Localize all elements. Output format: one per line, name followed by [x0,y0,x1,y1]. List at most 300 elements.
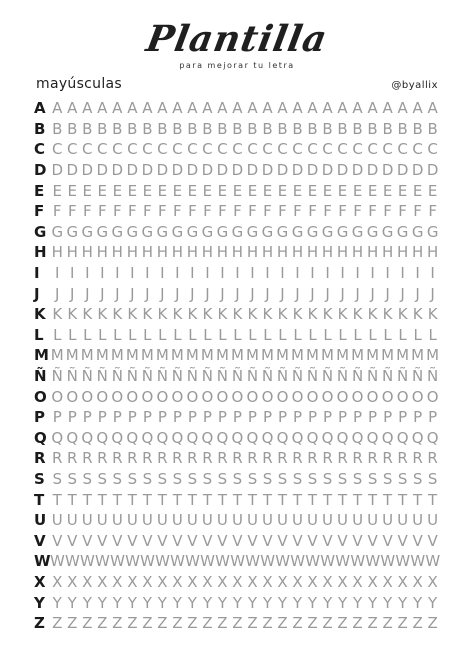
tracing-letter: F [173,202,182,221]
tracing-letter: G [51,222,64,241]
tracing-letter: W [365,552,381,571]
tracing-letter: L [83,325,92,344]
tracing-letter: I [325,264,330,283]
tracing-letter: E [97,181,108,200]
row-lead-letter: P [34,408,45,427]
tracing-letter: T [277,490,288,509]
tracing-letter: F [67,202,77,221]
tracing-letter: M [411,346,425,365]
tracing-letter: C [157,140,168,159]
tracing-letter: P [172,408,182,427]
tracing-letter: V [277,531,288,550]
tracing-letter: K [127,305,138,324]
tracing-letter: F [203,202,212,221]
tracing-letter: D [111,161,124,180]
tracing-letter: M [170,346,184,365]
tracing-letter: P [428,408,438,427]
tracing-letter: E [232,181,243,200]
tracing-letter: K [172,305,183,324]
tracing-letter: S [322,469,333,488]
tracing-letter: T [337,490,348,509]
tracing-letter: L [413,325,422,344]
tracing-letter: U [276,511,288,530]
tracing-letter: G [126,222,139,241]
tracing-letter: B [187,119,198,138]
tracing-letter: X [337,572,348,591]
tracing-letter: F [263,202,272,221]
tracing-letter: T [413,490,423,509]
tracing-letter: M [276,346,289,365]
tracing-letter: P [338,408,348,427]
tracing-letter: V [307,531,318,550]
tracing-letter: H [306,243,319,262]
tracing-letter: T [352,490,363,509]
tracing-letter: X [427,572,438,591]
tracing-letter: F [52,202,62,221]
tracing-letter: X [307,572,318,591]
tracing-letter: M [125,346,139,365]
tracing-letter: W [170,552,185,571]
tracing-letter: A [277,99,288,118]
tracing-letter: P [232,408,242,427]
tracing-letter: M [291,346,304,365]
tracing-letter: U [81,511,93,530]
tracing-letter: Z [82,614,93,633]
tracing-letter: H [81,243,93,262]
tracing-letter: F [158,202,167,221]
tracing-letter: K [397,305,408,324]
row-repetitions [50,573,440,591]
tracing-letter: P [187,408,197,427]
tracing-letter: E [82,181,93,200]
tracing-letter: C [172,140,183,159]
tracing-letter: Q [96,428,109,447]
tracing-letter: Q [246,428,259,447]
tracing-letter: T [52,490,62,509]
tracing-letter: Z [307,614,318,633]
tracing-letter: J [205,284,210,303]
tracing-letter: H [381,243,394,262]
tracing-letter: A [172,99,183,118]
tracing-letter: Y [307,593,318,612]
tracing-letter: C [127,140,138,159]
practice-row [34,201,440,222]
tracing-letter: S [382,469,393,488]
row-lead-letter: M [34,346,49,365]
tracing-letter: T [383,490,393,509]
tracing-letter: M [230,346,244,365]
tracing-letter: U [156,511,168,530]
tracing-letter: S [307,469,318,488]
tracing-letter: E [112,181,123,200]
tracing-letter: X [412,572,423,591]
tracing-letter: E [127,181,138,200]
tracing-letter: S [142,469,153,488]
tracing-letter: F [353,202,362,221]
tracing-letter: Y [247,593,258,612]
tracing-letter: P [247,408,257,427]
tracing-letter: O [51,387,64,406]
tracing-letter: K [292,305,303,324]
tracing-letter: W [95,552,110,571]
tracing-letter: T [398,490,408,509]
tracing-letter: B [382,119,393,138]
tracing-letter: T [157,490,167,509]
tracing-letter: B [52,119,63,138]
tracing-letter: Q [411,428,424,447]
tracing-letter: V [397,531,408,550]
tracing-letter: W [65,552,80,571]
tracing-letter: L [203,325,212,344]
tracing-letter: W [140,552,155,571]
tracing-letter: C [97,140,108,159]
tracing-letter: E [367,181,378,200]
tracing-letter: X [157,572,168,591]
tracing-letter: O [201,387,214,406]
tracing-letter: D [351,161,364,180]
tracing-letter: Ñ [111,367,123,386]
tracing-letter: J [400,284,405,303]
tracing-letter: K [97,305,108,324]
practice-row [34,469,440,490]
practice-row [34,263,440,284]
tracing-letter: V [97,531,108,550]
tracing-letter: Q [381,428,394,447]
tracing-letter: O [186,387,199,406]
tracing-letter: F [308,202,317,221]
tracing-letter: D [336,161,349,180]
tracing-letter: Z [127,614,138,633]
tracing-letter: E [412,181,423,200]
tracing-letter: U [186,511,198,530]
row-repetitions [50,408,440,426]
tracing-letter: J [415,284,420,303]
tracing-letter: M [200,346,214,365]
tracing-letter: C [232,140,243,159]
tracing-letter: U [292,511,303,530]
tracing-letter: I [385,264,390,283]
tracing-letter: S [112,469,123,488]
tracing-letter: R [367,449,378,468]
tracing-letter: Y [67,593,77,612]
tracing-letter: P [157,408,167,427]
tracing-letter: H [51,243,63,262]
tracing-letter: Q [321,428,334,447]
tracing-letter: Ñ [96,367,108,386]
tracing-letter: C [142,140,153,159]
tracing-letter: F [398,202,407,221]
tracing-letter: Z [322,614,333,633]
tracing-letter: S [217,469,228,488]
tracing-letter: D [231,161,244,180]
row-lead-letter: U [34,511,47,530]
tracing-letter: G [426,222,439,241]
tracing-letter: D [246,161,259,180]
tracing-letter: M [95,346,109,365]
tracing-letter: D [426,161,439,180]
tracing-letter: I [130,264,135,283]
practice-row [34,222,440,243]
tracing-letter: Ñ [351,367,364,386]
tracing-letter: J [355,284,360,303]
tracing-letter: C [277,140,288,159]
tracing-letter: Y [277,593,288,612]
tracing-letter: G [306,222,319,241]
tracing-letter: B [412,119,423,138]
row-repetitions [50,532,440,550]
tracing-letter: F [428,202,437,221]
tracing-letter: P [217,408,227,427]
tracing-letter: I [190,264,195,283]
tracing-letter: W [245,552,261,571]
tracing-letter: Z [52,614,63,633]
tracing-letter: Y [398,593,408,612]
tracing-letter: W [335,552,351,571]
tracing-letter: O [291,387,304,406]
row-lead-letter: A [34,99,46,118]
tracing-letter: S [97,469,108,488]
tracing-letter: X [352,572,363,591]
tracing-letter: R [157,449,168,468]
tracing-letter: Y [352,593,363,612]
tracing-letter: M [50,346,64,365]
tracing-letter: Q [126,428,139,447]
row-repetitions [50,140,440,158]
tracing-letter: R [52,449,63,468]
tracing-letter: W [425,552,441,571]
tracing-letter: T [428,490,438,509]
tracing-letter: Y [428,593,438,612]
tracing-letter: L [98,325,107,344]
tracing-letter: Z [172,614,183,633]
tracing-letter: R [277,449,288,468]
tracing-letter: U [307,511,318,530]
tracing-letter: A [307,99,318,118]
tracing-letter: I [280,264,285,283]
tracing-letter: Q [111,428,124,447]
tracing-letter: R [337,449,348,468]
tracing-letter: X [112,572,123,591]
tracing-letter: B [217,119,228,138]
tracing-letter: A [112,99,123,118]
tracing-letter: B [127,119,138,138]
tracing-letter: M [336,346,350,365]
tracing-letter: L [128,325,137,344]
tracing-letter: S [67,469,78,488]
tracing-letter: U [141,511,153,530]
tracing-letter: F [128,202,137,221]
tracing-letter: Ñ [126,367,138,386]
tracing-letter: L [263,325,272,344]
tracing-letter: P [67,408,77,427]
tracing-letter: T [67,490,77,509]
tracing-letter: O [156,387,169,406]
tracing-letter: Y [127,593,137,612]
tracing-letter: M [65,346,79,365]
tracing-letter: J [385,284,390,303]
practice-row [34,489,440,510]
tracing-letter: P [52,408,62,427]
tracing-letter: R [262,449,273,468]
tracing-letter: C [82,140,93,159]
tracing-letter: H [231,243,244,262]
tracing-letter: M [140,346,154,365]
tracing-letter: R [67,449,78,468]
tracing-letter: T [202,490,212,509]
tracing-letter: Ñ [276,367,289,386]
tracing-letter: Z [367,614,378,633]
tracing-letter: J [130,284,135,303]
tracing-letter: U [397,511,409,530]
tracing-letter: O [126,387,139,406]
tracing-letter: S [202,469,213,488]
practice-row [34,160,440,181]
row-lead-letter: O [34,387,47,406]
row-lead-letter: K [34,305,46,324]
tracing-letter: B [292,119,303,138]
tracing-letter: Y [337,593,348,612]
tracing-letter: M [321,346,334,365]
tracing-letter: G [381,222,394,241]
tracing-letter: Q [171,428,184,447]
tracing-letter: X [322,572,333,591]
tracing-letter: I [340,264,345,283]
tracing-letter: O [216,387,229,406]
tracing-letter: A [202,99,213,118]
tracing-letter: G [216,222,229,241]
tracing-letter: A [322,99,333,118]
tracing-letter: E [337,181,348,200]
tracing-letter: S [262,469,273,488]
row-repetitions [50,305,440,323]
practice-row [34,386,440,407]
tracing-letter: Ñ [81,367,93,386]
tracing-letter: J [190,284,195,303]
tracing-letter: Z [397,614,408,633]
tracing-letter: W [185,552,200,571]
tracing-letter: V [172,531,183,550]
tracing-letter: W [50,552,65,571]
tracing-letter: L [428,325,437,344]
tracing-letter: W [290,552,306,571]
tracing-letter: D [66,161,79,180]
tracing-letter: I [160,264,165,283]
tracing-letter: J [175,284,180,303]
tracing-letter: R [127,449,138,468]
tracing-letter: E [397,181,408,200]
row-repetitions [50,449,440,467]
tracing-letter: Y [367,593,378,612]
practice-row [34,572,440,593]
tracing-letter: D [366,161,379,180]
tracing-letter: S [412,469,423,488]
tracing-letter: E [247,181,258,200]
tracing-letter: D [291,161,304,180]
practice-row [34,592,440,613]
tracing-letter: I [415,264,420,283]
practice-row [34,530,440,551]
tracing-letter: W [275,552,291,571]
tracing-letter: O [276,387,289,406]
tracing-letter: K [247,305,258,324]
tracing-letter: Q [306,428,319,447]
tracing-letter: S [367,469,378,488]
row-repetitions [50,346,440,364]
tracing-letter: J [145,284,150,303]
tracing-letter: K [277,305,288,324]
tracing-letter: U [246,511,258,530]
row-lead-letter: X [34,572,46,591]
tracing-letter: A [382,99,393,118]
tracing-letter: A [247,99,258,118]
tracing-letter: W [215,552,231,571]
tracing-letter: H [141,243,153,262]
tracing-letter: H [171,243,184,262]
tracing-letter: Q [216,428,229,447]
tracing-letter: G [366,222,379,241]
tracing-letter: E [142,181,153,200]
tracing-letter: I [370,264,375,283]
tracing-letter: X [82,572,93,591]
tracing-letter: T [172,490,182,509]
tracing-letter: K [337,305,348,324]
row-lead-letter: D [34,161,47,180]
tracing-letter: W [380,552,396,571]
tracing-letter: Q [81,428,94,447]
tracing-letter: F [233,202,242,221]
tracing-letter: Ñ [171,367,183,386]
tracing-letter: V [127,531,138,550]
tracing-letter: B [397,119,408,138]
row-repetitions [50,552,440,570]
tracing-letter: M [215,346,229,365]
tracing-letter: G [336,222,349,241]
tracing-letter: F [413,202,422,221]
tracing-letter: J [265,284,270,303]
tracing-letter: T [307,490,318,509]
tracing-letter: R [412,449,423,468]
tracing-letter: Y [413,593,423,612]
tracing-letter: Y [292,593,303,612]
tracing-letter: E [322,181,333,200]
tracing-letter: H [411,243,424,262]
tracing-letter: A [97,99,108,118]
tracing-letter: H [291,243,304,262]
tracing-letter: C [382,140,393,159]
tracing-letter: A [142,99,153,118]
tracing-letter: X [67,572,78,591]
tracing-letter: C [337,140,348,159]
tracing-letter: T [127,490,137,509]
tracing-letter: Q [291,428,304,447]
tracing-letter: S [337,469,348,488]
tracing-letter: V [157,531,168,550]
tracing-letter: G [291,222,304,241]
tracing-letter: I [115,264,120,283]
tracing-letter: C [112,140,123,159]
tracing-letter: K [202,305,213,324]
tracing-letter: B [307,119,318,138]
tracing-letter: U [111,511,123,530]
tracing-letter: W [410,552,426,571]
tracing-letter: M [366,346,380,365]
tracing-letter: H [186,243,199,262]
tracing-letter: I [85,264,90,283]
tracing-letter: L [53,325,62,344]
tracing-letter: U [216,511,228,530]
tracing-letter: U [367,511,379,530]
tracing-letter: A [367,99,378,118]
